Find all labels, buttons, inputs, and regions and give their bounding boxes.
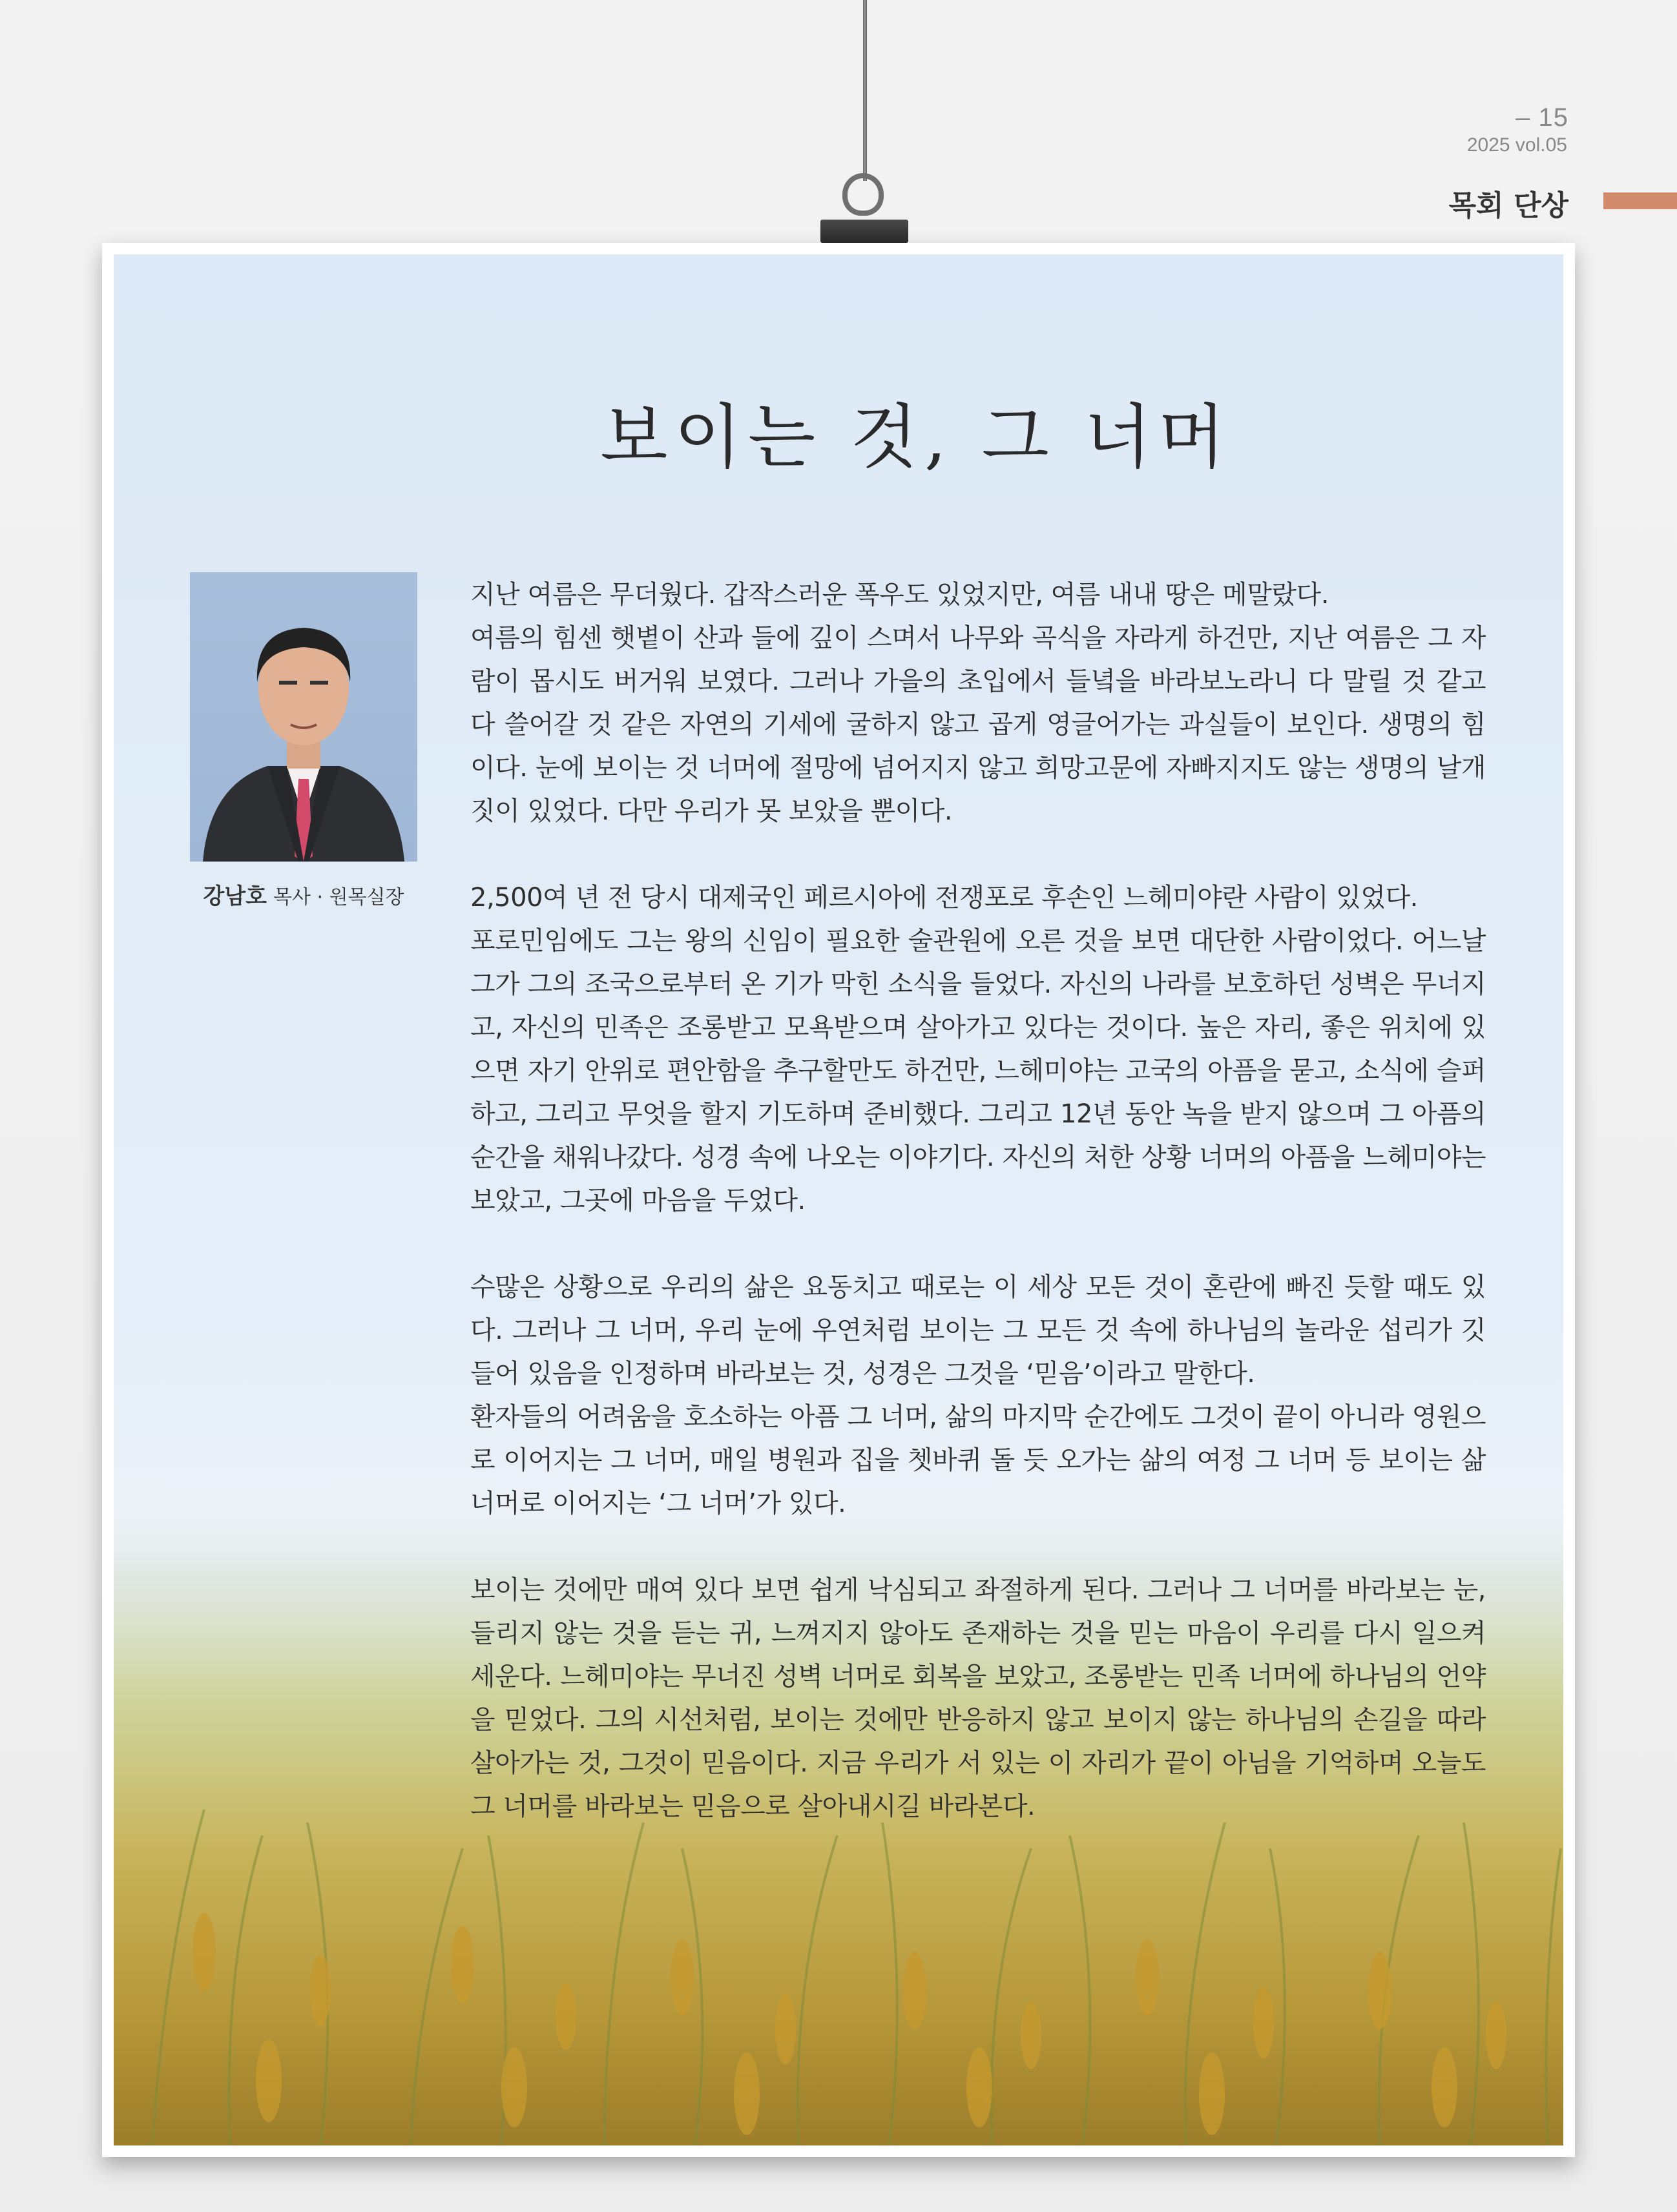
article-body [470,574,1486,1872]
paragraph: 지난 여름은 무더웠다. 갑작스러운 폭우도 있었지만, 여름 내내 땅은 메말랐다. 여름의 힘센 햇볕이 산과 들에 깊이 스며서 나무와 곡식을 자라게 하건만, 지난 여름은 그 자람이 몹시도 버거워 보였다. 그러나 가을의 초입에서 들녘을 바라보노라니 다 말릴 것 같고 다 쓸어갈 것 같은 자연의 기세에 굴하지 않고 곱게 영글어가는 과실들이 보인다. 생명의 힘이다. 눈에 보이는 것 너머에 절망에 넘어지지 않고 희망고문에 자빠지지도 않는 생명의 날개 짓이 있었다. 다만 우리가 못 보았을 뿐이다. [470,580,1486,826]
binder-clip [820,220,908,243]
author-name: 강남호 [203,884,267,909]
paragraph: 수많은 상황으로 우리의 삶은 요동치고 때로는 이 세상 모든 것이 혼란에 빠진 듯할 때도 있다. 그러나 그 너머, 우리 눈에 우연처럼 보이는 그 모든 것 속에 하나님의 놀라운 섭리가 깃들어 있음을 인정하며 바라보는 것, 성경은 그것을 ‘믿음’이라고 말한다. 환자들의 어려움을 호소하는 아픔 그 너머, 삶의 마지막 순간에도 그것이 끝이 아니라 영원으로 이어지는 그 너머, 매일 병원과 집을 쳇바퀴 돌 듯 오가는 삶의 여정 그 너머 등 보이는 삶 너머로 이어지는 ‘그 너머’가 있다. [470,1272,1486,1518]
binder-clip-handle [842,173,884,216]
section-title: 목회 단상 [1448,189,1568,222]
poster-background [114,254,1563,2145]
author-photo [190,572,417,862]
poster-frame [102,243,1575,2157]
paragraph: 보이는 것에만 매여 있다 보면 쉽게 낙심되고 좌절하게 된다. 그러나 그 너머를 바라보는 눈, 들리지 않는 것을 듣는 귀, 느껴지지 않아도 존재하는 것을 믿는 마음이 우리를 다시 일으켜 세운다. 느헤미야는 무너진 성벽 너머로 회복을 보았고, 조롱받는 민족 너머에 하나님의 언약을 믿었다. 그의 시선처럼, 보이는 것에만 반응하지 않고 보이지 않는 하나님의 손길을 따라 살아가는 것, 그것이 믿음이다. 지금 우리가 서 있는 이 자리가 끝이 아님을 기억하며 오늘도 그 너머를 바라보는 믿음으로 살아내시길 바라본다. [470,1575,1486,1821]
section-accent-bar [1603,192,1677,209]
hanging-string [863,0,867,181]
author-caption [190,878,417,910]
article-title: 보이는 것, 그 너머 [600,397,1232,478]
page-number: – 15 [1516,103,1568,132]
paragraph: 2,500여 년 전 당시 대제국인 페르시아에 전쟁포로 후손인 느헤미야란 사람이 있었다. 포로민임에도 그는 왕의 신임이 필요한 술관원에 오른 것을 보면 대단한 사람이었다. 어느날 그가 그의 조국으로부터 온 기가 막힌 소식을 들었다. 자신의 나라를 보호하던 성벽은 무너지고, 자신의 민족은 조롱받고 모욕받으며 살아가고 있다는 것이다. 높은 자리, 좋은 위치에 있으면 자기 안위로 편안함을 추구할만도 하건만, 느헤미야는 고국의 아픔을 묻고, 소식에 슬퍼하고, 그리고 무엇을 할지 기도하며 준비했다. 그리고 12년 동안 녹을 받지 않으며 그 아픔의 순간을 채워나갔다. 성경 속에 나오는 이야기다. 자신의 처한 상황 너머의 아픔을 느헤미야는 보았고, 그곳에 마음을 두었다. [470,883,1486,1215]
issue-label: 2025 vol.05 [1466,134,1567,156]
author-role: 목사 · 원목실장 [273,886,404,909]
